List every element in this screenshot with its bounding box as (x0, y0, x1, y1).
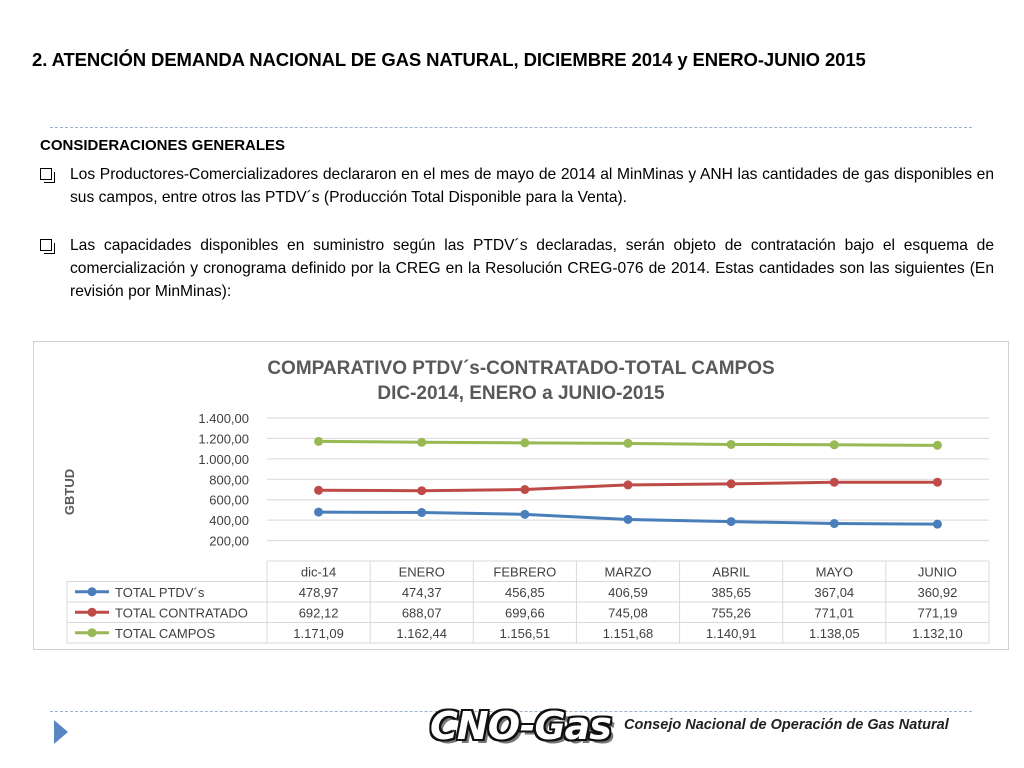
data-point (727, 517, 736, 526)
chart-frame (33, 341, 1009, 650)
data-table-cell: 1.132,10 (912, 625, 963, 641)
x-tick-label: FEBRERO (493, 564, 557, 580)
data-point (520, 438, 529, 447)
data-table-cell: 688,07 (401, 605, 442, 621)
data-point (520, 485, 529, 494)
chart-title: COMPARATIVO PTDV´s-CONTRATADO-TOTAL CAMPOS (267, 358, 775, 379)
footer-org-name: Consejo Nacional de Operación de Gas Natural (624, 717, 949, 733)
data-point (624, 439, 633, 448)
data-table-cell: 474,37 (401, 584, 442, 600)
data-table-cell: 745,08 (608, 605, 648, 621)
chevron-right-icon (52, 720, 70, 744)
top-divider (50, 127, 972, 128)
data-table-cell: 360,92 (917, 584, 958, 600)
legend-marker (88, 628, 97, 637)
data-point (727, 440, 736, 449)
data-table-cell: 367,04 (814, 584, 855, 600)
data-table-cell: 385,65 (711, 584, 752, 600)
data-table-cell: 1.151,68 (602, 625, 654, 641)
bullet-item-2 (40, 234, 994, 303)
data-table-cell: 1.156,51 (499, 625, 551, 641)
legend-marker (88, 587, 97, 596)
legend-label: TOTAL PTDV´s (115, 584, 205, 600)
chart-subtitle: DIC-2014, ENERO a JUNIO-2015 (377, 383, 665, 404)
bullet-text-1: Los Productores-Comercializadores declararon en el mes de mayo de 2014 al MinMinas y ANH las cantidades de gas disponibles en sus campos, entre otros las PTDV´s (Producción Total Disponible para la Venta). (70, 166, 994, 206)
data-table-cell: 755,26 (711, 605, 752, 621)
data-table-cell: 1.138,05 (808, 625, 860, 641)
data-point (314, 437, 323, 446)
data-point (933, 478, 942, 487)
data-table-cell: 1.171,09 (293, 625, 344, 641)
data-table-cell: 771,01 (814, 605, 855, 621)
data-table-cell: 406,59 (608, 584, 648, 600)
y-tick-label: 1.000,00 (198, 451, 249, 467)
data-point (314, 508, 323, 517)
legend-label: TOTAL CONTRATADO (115, 605, 248, 621)
line-chart (34, 342, 1008, 649)
data-point (727, 479, 736, 488)
data-table-cell: 1.140,91 (705, 625, 757, 641)
page-title: 2. ATENCIÓN DEMANDA NACIONAL DE GAS NATURAL, DICIEMBRE 2014 y ENERO-JUNIO 2015 (32, 49, 866, 70)
data-point (933, 441, 942, 450)
checkbox-bullet-icon (40, 168, 52, 180)
data-table-cell: 692,12 (298, 605, 339, 621)
cno-gas-logo: CNO-Gas (430, 704, 611, 748)
section-heading: CONSIDERACIONES GENERALES (40, 137, 286, 154)
data-point (830, 440, 839, 449)
data-point (830, 519, 839, 528)
data-table-cell: 456,85 (504, 584, 545, 600)
data-table-cell: 699,66 (504, 605, 545, 621)
data-point (624, 480, 633, 489)
y-tick-label: 800,00 (209, 472, 249, 488)
legend-label: TOTAL CAMPOS (115, 625, 216, 641)
data-table-cell: 478,97 (298, 584, 339, 600)
data-table-cell: 1.162,44 (396, 625, 448, 641)
x-tick-label: ABRIL (712, 564, 750, 580)
y-tick-label: 1.400,00 (198, 411, 249, 426)
x-tick-label: dic-14 (300, 564, 337, 580)
checkbox-bullet-icon (40, 239, 52, 251)
y-tick-label: 1.200,00 (198, 431, 249, 447)
data-point (417, 486, 426, 495)
data-point (417, 438, 426, 447)
data-point (520, 510, 529, 519)
y-tick-label: 600,00 (209, 492, 249, 508)
data-point (314, 486, 323, 495)
x-tick-label: MAYO (815, 564, 853, 580)
legend-marker (88, 608, 97, 617)
x-tick-label: JUNIO (917, 564, 957, 580)
bullet-item-1 (40, 163, 994, 209)
data-point (417, 508, 426, 517)
y-tick-label: 400,00 (209, 513, 249, 529)
bullet-text-2: Las capacidades disponibles en suministro según las PTDV´s declaradas, serán objeto de contratación bajo el esquema de comercialización y cronograma definido por la CREG en la Resolución CREG-076 de 2014. Estas cantidades son las siguientes (En revisión por MinMinas): (70, 237, 994, 300)
data-point (624, 515, 633, 524)
data-point (830, 478, 839, 487)
data-point (933, 520, 942, 529)
y-tick-label: 200,00 (209, 533, 249, 549)
y-axis-label: GBTUD (62, 468, 77, 516)
data-table-cell: 771,19 (917, 605, 958, 621)
x-tick-label: MARZO (604, 564, 652, 580)
x-tick-label: ENERO (398, 564, 445, 580)
